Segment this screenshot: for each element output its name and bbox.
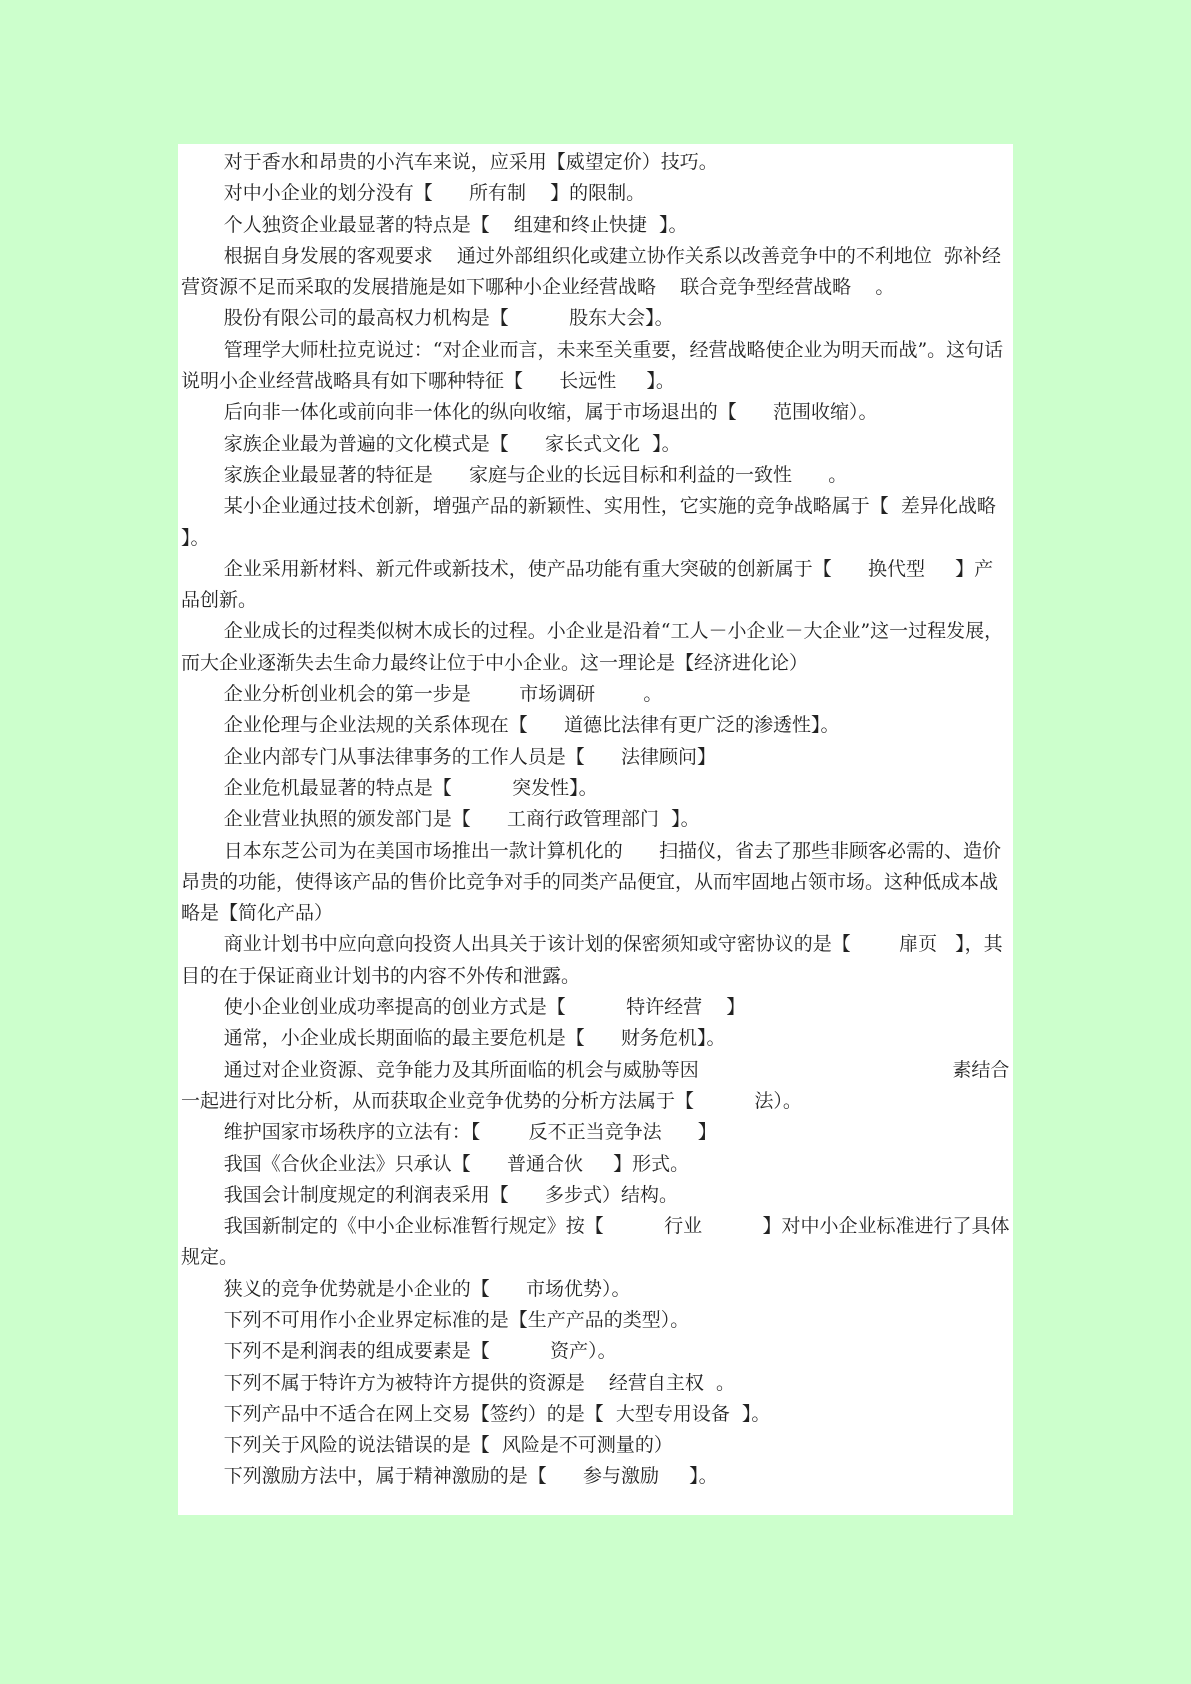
paragraph-24: 我国《合伙企业法》只承认【 普通合伙 】形式。 [223,1152,690,1175]
paragraph-5: 股份有限公司的最高权力机构是【 股东大会】。 [223,307,674,330]
paragraph-22: 通过对企业资源、竞争能力及其所面临的机会与威胁等因 素结合一起进行对比分析，从而获取企业竞争优势的分析方法属于【 法）。 [181,1058,1010,1112]
paragraph-10: 某小企业通过技术创新，增强产品的新颖性、实用性，它实施的竞争战略属于【 差异化战略 】。 [181,495,1008,549]
paragraph-33: 下列激励方法中，属于精神激励的是【 参与激励 】。 [223,1465,718,1488]
document-page [178,144,1013,1515]
paragraph-9: 家族企业最显著的特征是 家庭与企业的长远目标和利益的一致性 。 [223,463,848,486]
paragraph-2: 对中小企业的划分没有【 所有制 】的限制。 [223,182,646,205]
paragraph-11: 企业采用新材料、新元件或新技术，使产品功能有重大突破的创新属于【 换代型 】产品创新。 [181,557,994,612]
paragraph-17: 企业营业执照的颁发部门是【 工商行政管理部门 】。 [223,808,700,831]
paragraph-27: 狭义的竞争优势就是小企业的【 市场优势）。 [223,1277,631,1300]
paragraph-28: 下列不可用作小企业界定标准的是【生产产品的类型）。 [223,1308,690,1331]
paragraph-20: 使小企业创业成功率提高的创业方式是【 特许经营 】 [223,996,746,1019]
paragraph-31: 下列产品中不适合在网上交易【签约）的是【 大型专用设备 】。 [223,1402,771,1425]
paragraph-15: 企业内部专门从事法律事务的工作人员是【 法律顾问】 [223,745,716,768]
paragraph-23: 维护国家市场秩序的立法有：【 反不正当竞争法 】 [223,1121,717,1144]
paragraph-30: 下列不属于特许方为被特许方提供的资源是 经营自主权 。 [223,1371,735,1394]
paragraph-8: 家族企业最为普遍的文化模式是【 家长式文化 】。 [223,432,681,455]
paragraph-18: 日本东芝公司为在美国市场推出一款计算机化的 扫描仪，省去了那些非顾客必需的、造价昂贵的功能，使得该产品的售价比竞争对手的同类产品便宜，从而牢固地占领市场。这种低成本战略是【简化产品） [181,839,1001,925]
paragraph-4: 根据自身发展的客观要求 通过外部组织化或建立协作关系以改善竞争中的不利地位 弥补经营资源不足而采取的发展措施是如下哪种小企业经营战略 联合竞争型经营战略 。 [181,244,1001,299]
paragraph-14: 企业伦理与企业法规的关系体现在【 道德比法律有更广泛的渗透性】。 [223,714,840,737]
paragraph-19: 商业计划书中应向意向投资人出具关于该计划的保密须知或守密协议的是【 扉页 】，其目的在于保证商业计划书的内容不外传和泄露。 [181,933,1003,987]
paragraph-21: 通常，小企业成长期面临的最主要危机是【 财务危机】。 [223,1027,726,1050]
paragraph-1: 对于香水和昂贵的小汽车来说，应采用【威望定价）技巧。 [223,151,718,173]
paragraph-7: 后向非一体化或前向非一体化的纵向收缩，属于市场退出的【 范围收缩）。 [223,401,878,424]
paragraph-32: 下列关于风险的说法错误的是【 风险是不可测量的） [223,1434,673,1457]
paragraph-3: 个人独资企业最显著的特点是【 组建和终止快捷 】。 [223,213,688,236]
paragraph-13: 企业分析创业机会的第一步是 市场调研 。 [223,683,663,706]
paragraph-6: 管理学大师杜拉克说过：“对企业而言，未来至关重要，经营战略使企业为明天而战”。这句话说明小企业经营战略具有如下哪种特征【 长远性 】。 [181,338,1004,393]
paragraph-29: 下列不是利润表的组成要素是【 资产）。 [223,1340,617,1363]
paragraph-25: 我国会计制度规定的利润表采用【 多步式）结构。 [223,1183,678,1206]
paragraph-16: 企业危机最显著的特点是【 突发性】。 [223,776,598,799]
paragraph-26: 我国新制定的《中小企业标准暂行规定》按【 行业 】对中小企业标准进行了具体规定。 [181,1215,1010,1269]
paragraph-12: 企业成长的过程类似树木成长的过程。小企业是沿着“工人－小企业－大企业”这一过程发展，而大企业逐渐失去生命力最终让位于中小企业。这一理论是【经济进化论） [181,620,1004,674]
